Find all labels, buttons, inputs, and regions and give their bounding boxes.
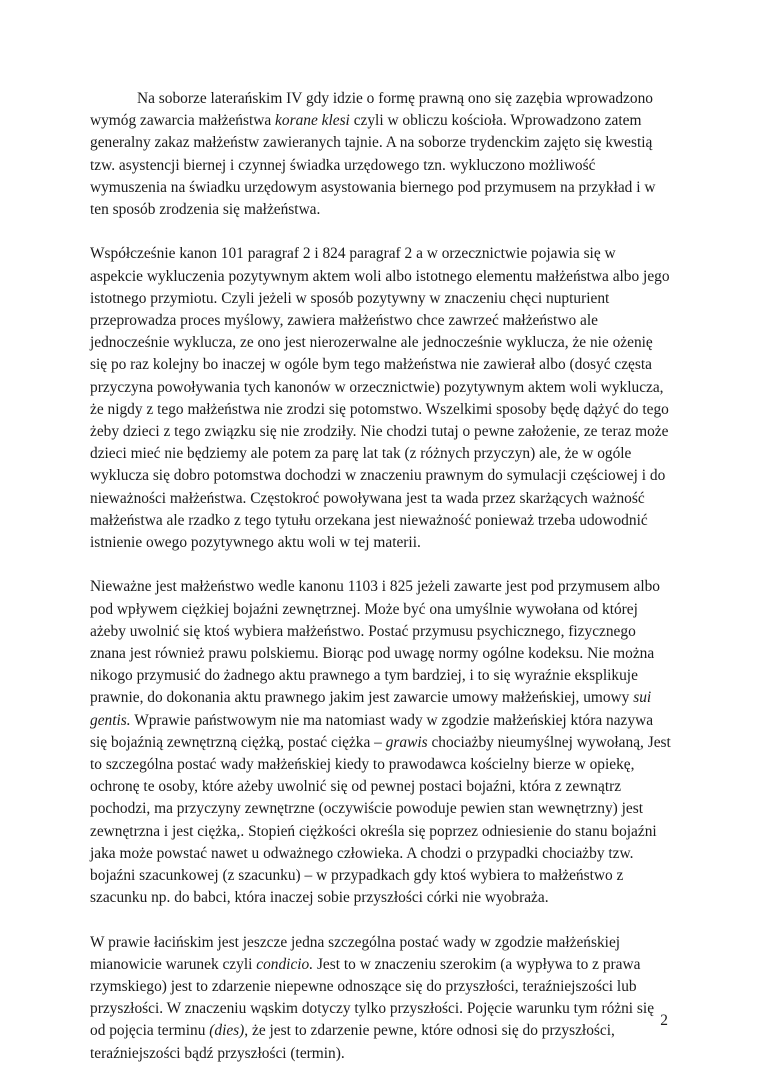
paragraph-canon-1103 xyxy=(90,576,672,909)
paragraph-canon-101 xyxy=(90,243,672,554)
paragraph-condicio xyxy=(90,932,672,1065)
text-run: Na soborze laterańskim IV gdy idzie o formę prawną ono się zazębia wprowadzono wymóg zawarcia małżeństwa xyxy=(90,90,653,130)
text-run: Wprawie państwowym nie ma natomiast wady w zgodzie małżeńskiej która nazywa się bojaźnią zewnętrzną ciężką, postać ciężka – xyxy=(90,711,654,751)
page-number: 2 xyxy=(660,1012,668,1029)
text-run-italic: condicio. xyxy=(256,955,314,973)
text-run: W prawie łacińskim jest jeszcze jedna szczególna postać wady w zgodzie małżeńskiej mianowicie warunek czyli xyxy=(90,933,621,973)
text-run: Jest to w znaczeniu szerokim (a wypływa to z prawa rzymskiego) jest to zdarzenie niepewne odnoszące się do przyszłości, teraźniejszości lub przyszłości. W znaczeniu wąskim dotyczy tylko przyszłości. Pojęcie warunku tym różni się od pojęcia terminu xyxy=(90,955,655,1040)
text-run-italic: (dies) xyxy=(209,1022,245,1040)
text-run-italic: sui gentis. xyxy=(90,689,652,729)
text-run-italic: korane klesi xyxy=(275,112,350,130)
text-run: chociażby nieumyślnej wywołaną, Jest to szczególna postać wady małżeńskiej kiedy to prawodawca kościelny bierze w opiekę, ochronę te osoby, które ażeby uwolnić się od pewnej postaci bojaźni, która z zewnątrz pochodzi, ma przyczyny zewnętrzne (oczywiście powoduje pewien stan wewnętrzny) jest zewnętrzna i jest ciężka,. Stopień ciężkości określa się poprzez odniesienie do stanu bojaźni jaka może powstać nawet u odważnego człowieka. A chodzi o przypadki chociażby tzw. bojaźni szacunkowej (z szacunku) – w przypadkach gdy ktoś wybiera to małżeństwo z szacunku np. do babci, która inaczej sobie przyszłości córki nie wyobraża. xyxy=(90,733,671,907)
text-run-italic: grawis xyxy=(385,733,428,751)
document-body xyxy=(90,88,672,1087)
text-run: czyli w obliczu kościoła. Wprowadzono zatem generalny zakaz małżeństw zawieranych tajnie. A na soborze trydenckim zajęto się kwestią tzw. asystencji biernej i czynnej świadka urzędowego tzn. wykluczono możliwość wymuszenia na świadku urzędowym asystowania biernego pod przymusem na przykład i w ten sposób zrodzenia się małżeństwa. xyxy=(90,112,656,219)
paragraph-lateran-council xyxy=(90,88,672,221)
text-run: Współcześnie kanon 101 paragraf 2 i 824 paragraf 2 a w orzecznictwie pojawia się w aspekcie wykluczenia pozytywnym aktem woli albo istotnego elementu małżeństwa albo jego istotnego przymiotu. Czyli jeżeli w sposób pozytywny w znaczeniu chęci nupturient przeprowadza proces myślowy, zawiera małżeństwo chce zawrzeć małżeństwo ale jednocześnie wyklucza, ze ono jest nierozerwalne ale jednocześnie wyklucza, że nie ożenię się po raz kolejny bo inaczej w ogóle bym tego małżeństwa nie zawierał albo (dosyć częsta przyczyna powoływania tych kanonów w orzecznictwie) pozytywnym aktem woli wyklucza, że nigdy z tego małżeństwa nie zrodzi się potomstwo. Wszelkimi sposoby będę dążyć do tego żeby dzieci z tego związku się nie zrodziły. Nie chodzi tutaj o pewne założenie, ze teraz może dzieci mieć nie będziemy ale potem za parę lat tak (z różnych przyczyn) ale, że w ogóle wyklucza się dobro potomstwa dochodzi w znaczeniu prawnym do symulacji częściowej i do nieważności małżeństwa. Częstokroć powoływana jest ta wada przez skarżących ważność małżeństwa ale rzadko z tego tytułu orzekana jest nieważność ponieważ trzeba udowodnić istnienie owego pozytywnego aktu woli w tej materii. xyxy=(90,245,670,552)
text-run: Nieważne jest małżeństwo wedle kanonu 1103 i 825 jeżeli zawarte jest pod przymusem albo pod wpływem ciężkiej bojaźni zewnętrznej. Może być ona umyślnie wywołana od której ażeby uwolnić się ktoś wybiera małżeństwo. Postać przymusu psychicznego, fizycznego znana jest również prawu polskiemu. Biorąc pod uwagę normy ogólne kodeksu. Nie można nikogo przymusić do żadnego aktu prawnego a tym bardziej, i to się wyraźnie eksplikuje prawnie, do dokonania aktu prawnego jakim jest zawarcie umowy małżeńskiej, umowy xyxy=(90,578,660,707)
text-run: , że jest to zdarzenie pewne, które odnosi się do przyszłości, teraźniejszości bądź przyszłości (termin). xyxy=(90,1022,615,1062)
